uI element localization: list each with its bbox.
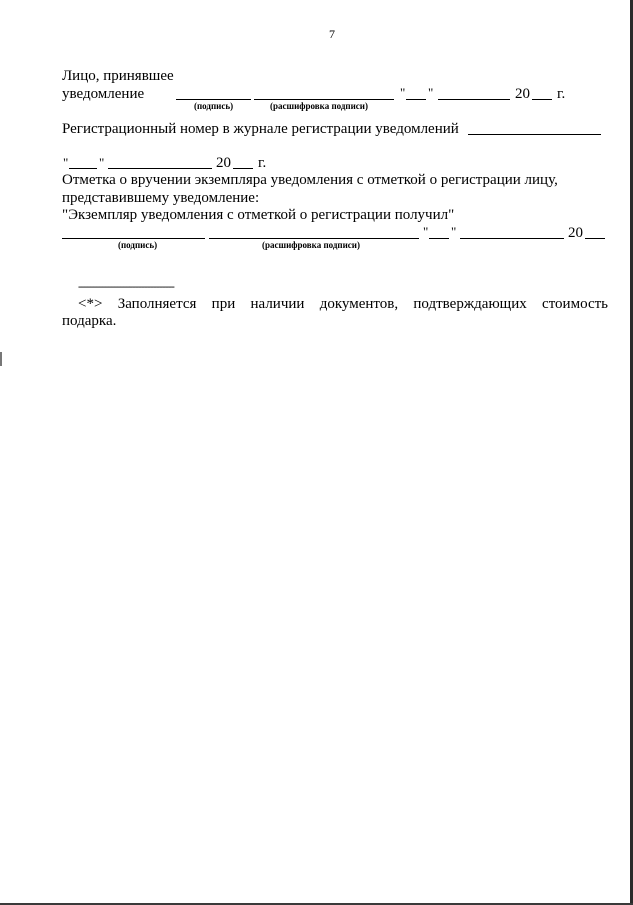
page-number: 7 xyxy=(329,27,335,41)
decryption-line-1 xyxy=(254,99,394,100)
date-quote-close-1: " xyxy=(428,85,434,100)
day-line-1 xyxy=(406,99,426,100)
year-suffix-2: г. xyxy=(258,155,267,171)
day-line-3 xyxy=(429,238,449,239)
date-quote-open-1: " xyxy=(400,85,406,100)
decryption-caption-1: (расшифровка подписи) xyxy=(270,101,368,111)
year-line-3 xyxy=(585,238,605,239)
date-quote-close-3: " xyxy=(451,224,457,239)
year-prefix-3: 20 xyxy=(568,225,583,241)
year-prefix-2: 20 xyxy=(216,155,231,171)
delivery-note-line2: представившему уведомление: xyxy=(62,190,260,206)
date-quote-open-3: " xyxy=(423,224,429,239)
year-prefix-1: 20 xyxy=(515,86,530,102)
decryption-caption-2: (расшифровка подписи) xyxy=(262,240,360,250)
date-quote-open-2: " xyxy=(63,155,69,170)
signature-caption-2: (подпись) xyxy=(118,240,158,250)
year-suffix-1: г. xyxy=(557,86,566,102)
month-line-1 xyxy=(438,99,510,100)
signature-caption-1: (подпись) xyxy=(194,101,234,111)
footnote-text-line1: <*> Заполняется при наличии документов, подтверждающих стоимость xyxy=(78,296,608,312)
registration-number-line xyxy=(468,134,601,135)
footnote-text-line2: подарка. xyxy=(62,313,117,329)
registration-label: Регистрационный номер в журнале регистрации уведомлений xyxy=(62,121,459,137)
signature-line-2 xyxy=(62,238,205,239)
day-line-2 xyxy=(69,168,97,169)
person-label-line1: Лицо, принявшее xyxy=(62,68,174,84)
delivery-note-line1: Отметка о вручении экземпляра уведомления с отметкой о регистрации лицу, xyxy=(62,172,558,188)
scan-mark xyxy=(0,352,2,366)
month-line-2 xyxy=(108,168,212,169)
person-label-line2: уведомление xyxy=(62,86,145,102)
year-line-1 xyxy=(532,99,552,100)
footnote-separator: -------------------------------- xyxy=(78,279,174,293)
delivery-note-line3: "Экземпляр уведомления с отметкой о регистрации получил" xyxy=(62,207,455,223)
decryption-line-2 xyxy=(209,238,419,239)
year-line-2 xyxy=(233,168,253,169)
signature-line-1 xyxy=(176,99,251,100)
date-quote-close-2: " xyxy=(99,155,105,170)
month-line-3 xyxy=(460,238,564,239)
